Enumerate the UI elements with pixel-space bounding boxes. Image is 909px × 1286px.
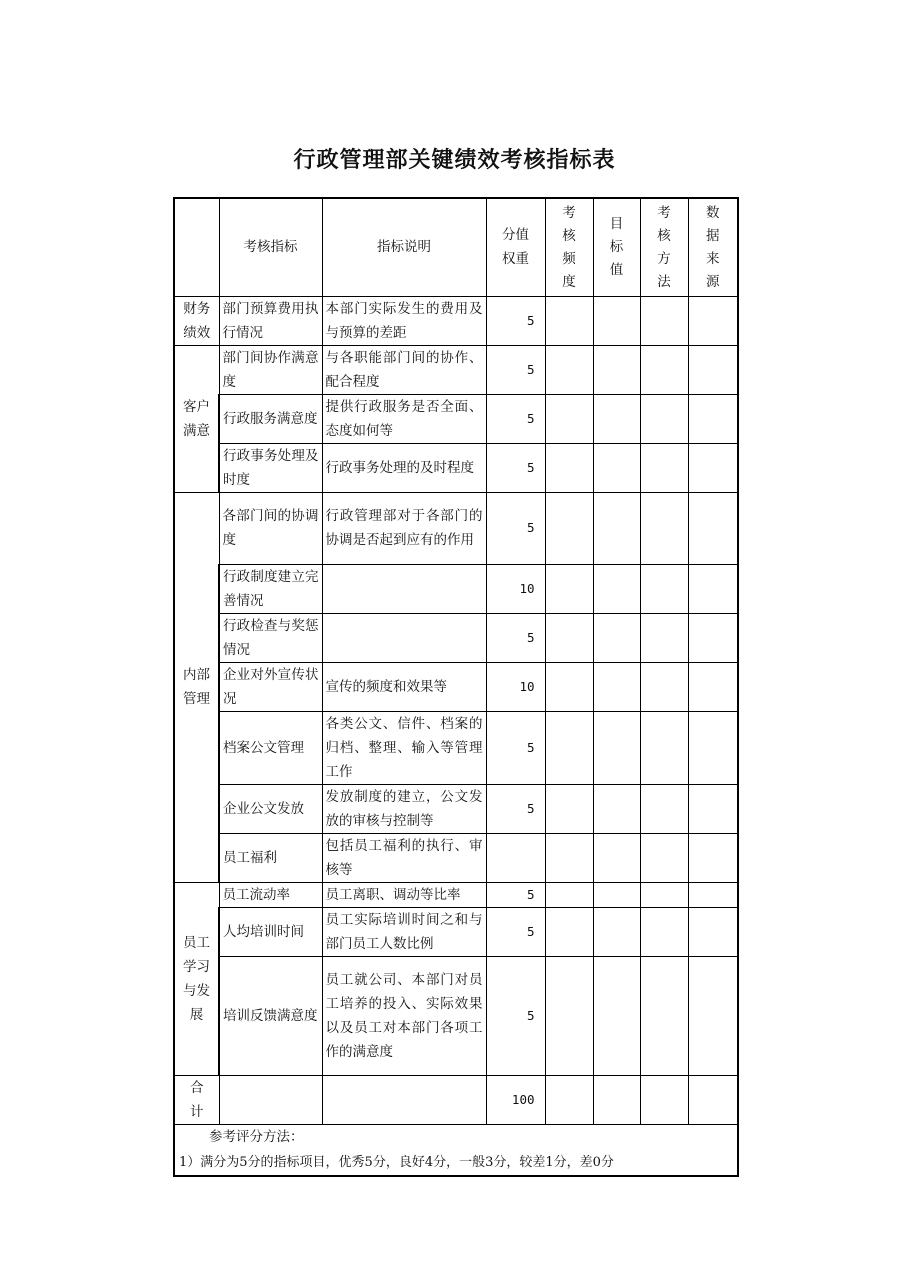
description-cell <box>322 613 486 662</box>
header-char: 核 <box>562 228 576 244</box>
header-char: 数 <box>706 205 720 221</box>
notes-line-1: 1）满分为5分的指标项目，优秀5分，良好4分，一般3分，较差1分，差0分 <box>179 1154 614 1170</box>
table-row <box>174 956 738 1075</box>
indicator-cell: 行政制度建立完善情况 <box>219 564 322 613</box>
method-cell <box>640 613 688 662</box>
weight-cell: 5 <box>486 907 545 956</box>
source-cell <box>688 882 738 907</box>
weight-cell: 5 <box>486 345 545 394</box>
table-row <box>174 882 738 907</box>
frequency-cell <box>545 833 593 882</box>
frequency-cell <box>545 564 593 613</box>
header-char: 核 <box>657 228 671 244</box>
category-line: 满意 <box>183 422 210 439</box>
table-row <box>174 907 738 956</box>
category-customer <box>174 345 219 492</box>
category-line: 计 <box>190 1103 204 1120</box>
description-cell: 行政事务处理的及时程度 <box>322 443 486 492</box>
header-char: 据 <box>706 228 720 244</box>
weight-cell: 10 <box>486 564 545 613</box>
target-cell <box>593 711 640 784</box>
target-cell <box>593 907 640 956</box>
source-cell <box>688 394 738 443</box>
indicator-cell <box>219 1075 322 1124</box>
table-row <box>174 443 738 492</box>
category-line: 与发 <box>183 982 210 999</box>
target-cell <box>593 882 640 907</box>
method-cell <box>640 564 688 613</box>
header-source <box>688 198 738 296</box>
table-row <box>174 394 738 443</box>
table-row <box>174 492 738 564</box>
category-learning <box>174 882 219 1075</box>
notes-row <box>174 1124 738 1176</box>
source-cell <box>688 492 738 564</box>
target-cell <box>593 956 640 1075</box>
header-char: 度 <box>562 274 576 290</box>
method-cell <box>640 833 688 882</box>
table-row <box>174 296 738 345</box>
header-char: 频 <box>562 251 576 267</box>
target-cell <box>593 492 640 564</box>
method-cell <box>640 956 688 1075</box>
method-cell <box>640 662 688 711</box>
frequency-cell <box>545 662 593 711</box>
header-char: 方 <box>657 251 671 267</box>
header-method <box>640 198 688 296</box>
frequency-cell <box>545 492 593 564</box>
category-line: 合 <box>190 1079 204 1096</box>
target-cell <box>593 833 640 882</box>
target-cell <box>593 784 640 833</box>
target-cell <box>593 1075 640 1124</box>
header-frequency <box>545 198 593 296</box>
method-cell <box>640 711 688 784</box>
scoring-notes <box>174 1124 738 1176</box>
frequency-cell <box>545 784 593 833</box>
header-weight-line1: 分值 <box>502 227 529 244</box>
description-cell: 行政管理部对于各部门的协调是否起到应有的作用 <box>322 492 486 564</box>
header-indicator: 考核指标 <box>219 198 322 296</box>
method-cell <box>640 443 688 492</box>
category-line: 学习 <box>183 958 210 975</box>
description-cell <box>322 564 486 613</box>
category-line: 管理 <box>183 691 210 707</box>
weight-cell: 10 <box>486 662 545 711</box>
description-cell: 员工离职、调动等比率 <box>322 882 486 907</box>
kpi-table <box>173 197 739 1177</box>
description-cell: 各类公文、信件、档案的归档、整理、输入等管理工作 <box>322 711 486 784</box>
frequency-cell <box>545 296 593 345</box>
weight-cell: 5 <box>486 394 545 443</box>
header-char: 来 <box>706 251 720 267</box>
target-cell <box>593 443 640 492</box>
header-target <box>593 198 640 296</box>
table-row <box>174 613 738 662</box>
description-cell: 员工实际培训时间之和与部门员工人数比例 <box>322 907 486 956</box>
target-cell <box>593 613 640 662</box>
source-cell <box>688 907 738 956</box>
target-cell <box>593 345 640 394</box>
indicator-cell: 培训反馈满意度 <box>219 956 322 1075</box>
method-cell <box>640 882 688 907</box>
description-cell: 发放制度的建立，公文发放的审核与控制等 <box>322 784 486 833</box>
category-line: 内部 <box>183 667 210 683</box>
indicator-cell: 企业对外宣传状况 <box>219 662 322 711</box>
indicator-cell: 人均培训时间 <box>219 907 322 956</box>
header-weight <box>486 198 545 296</box>
indicator-cell: 员工福利 <box>219 833 322 882</box>
description-cell: 与各职能部门间的协作、配合程度 <box>322 345 486 394</box>
frequency-cell <box>545 711 593 784</box>
indicator-cell: 部门间协作满意度 <box>219 345 322 394</box>
description-cell: 员工就公司、本部门对员工培养的投入、实际效果以及员工对本部门各项工作的满意度 <box>322 956 486 1075</box>
description-cell: 提供行政服务是否全面、态度如何等 <box>322 394 486 443</box>
source-cell <box>688 662 738 711</box>
category-finance <box>174 296 219 345</box>
indicator-cell: 行政检查与奖惩情况 <box>219 613 322 662</box>
source-cell <box>688 956 738 1075</box>
method-cell <box>640 345 688 394</box>
indicator-cell: 行政服务满意度 <box>219 394 322 443</box>
target-cell <box>593 296 640 345</box>
indicator-cell: 员工流动率 <box>219 882 322 907</box>
table-row <box>174 784 738 833</box>
source-cell <box>688 296 738 345</box>
table-row <box>174 833 738 882</box>
description-cell: 宣传的频度和效果等 <box>322 662 486 711</box>
header-category <box>174 198 219 296</box>
frequency-cell <box>545 394 593 443</box>
category-total <box>174 1075 219 1124</box>
category-line: 财务 <box>183 300 211 317</box>
target-cell <box>593 564 640 613</box>
total-row <box>174 1075 738 1124</box>
notes-heading: 参考评分方法： <box>209 1128 304 1145</box>
weight-cell: 5 <box>486 443 545 492</box>
table-row <box>174 662 738 711</box>
weight-cell: 5 <box>486 613 545 662</box>
header-weight-line2: 权重 <box>502 251 529 268</box>
header-char: 考 <box>562 205 576 221</box>
header-description: 指标说明 <box>322 198 486 296</box>
source-cell <box>688 443 738 492</box>
frequency-cell <box>545 907 593 956</box>
indicator-cell: 各部门间的协调度 <box>219 492 322 564</box>
indicator-cell: 企业公文发放 <box>219 784 322 833</box>
method-cell <box>640 907 688 956</box>
weight-cell: 5 <box>486 956 545 1075</box>
page-title: 行政管理部关键绩效考核指标表 <box>293 148 616 173</box>
frequency-cell <box>545 956 593 1075</box>
total-weight-cell: 100 <box>486 1075 545 1124</box>
description-cell: 包括员工福利的执行、审核等 <box>322 833 486 882</box>
header-char: 法 <box>657 274 671 290</box>
weight-cell: 5 <box>486 492 545 564</box>
category-internal <box>174 492 219 882</box>
frequency-cell <box>545 882 593 907</box>
category-line: 绩效 <box>183 324 211 341</box>
weight-cell: 5 <box>486 711 545 784</box>
indicator-cell: 部门预算费用执行情况 <box>219 296 322 345</box>
header-char: 标 <box>609 238 624 255</box>
frequency-cell <box>545 443 593 492</box>
header-char: 源 <box>706 274 720 290</box>
weight-cell: 5 <box>486 882 545 907</box>
table-row <box>174 711 738 784</box>
source-cell <box>688 613 738 662</box>
weight-cell <box>486 833 545 882</box>
source-cell <box>688 345 738 394</box>
category-line: 员工 <box>183 934 210 951</box>
table-row <box>174 345 738 394</box>
indicator-cell: 档案公文管理 <box>219 711 322 784</box>
header-char: 值 <box>609 261 624 278</box>
source-cell <box>688 833 738 882</box>
frequency-cell <box>545 1075 593 1124</box>
method-cell <box>640 784 688 833</box>
source-cell <box>688 784 738 833</box>
source-cell <box>688 711 738 784</box>
source-cell <box>688 564 738 613</box>
method-cell <box>640 296 688 345</box>
weight-cell: 5 <box>486 784 545 833</box>
frequency-cell <box>545 345 593 394</box>
target-cell <box>593 662 640 711</box>
description-cell <box>322 1075 486 1124</box>
header-row <box>174 198 738 296</box>
indicator-cell: 行政事务处理及时度 <box>219 443 322 492</box>
header-char: 考 <box>657 205 671 221</box>
method-cell <box>640 492 688 564</box>
method-cell <box>640 1075 688 1124</box>
header-char: 目 <box>609 215 624 232</box>
table-row <box>174 564 738 613</box>
frequency-cell <box>545 613 593 662</box>
description-cell: 本部门实际发生的费用及与预算的差距 <box>322 296 486 345</box>
method-cell <box>640 394 688 443</box>
category-line: 展 <box>189 1006 204 1023</box>
category-line: 客户 <box>183 398 210 415</box>
weight-cell: 5 <box>486 296 545 345</box>
target-cell <box>593 394 640 443</box>
source-cell <box>688 1075 738 1124</box>
